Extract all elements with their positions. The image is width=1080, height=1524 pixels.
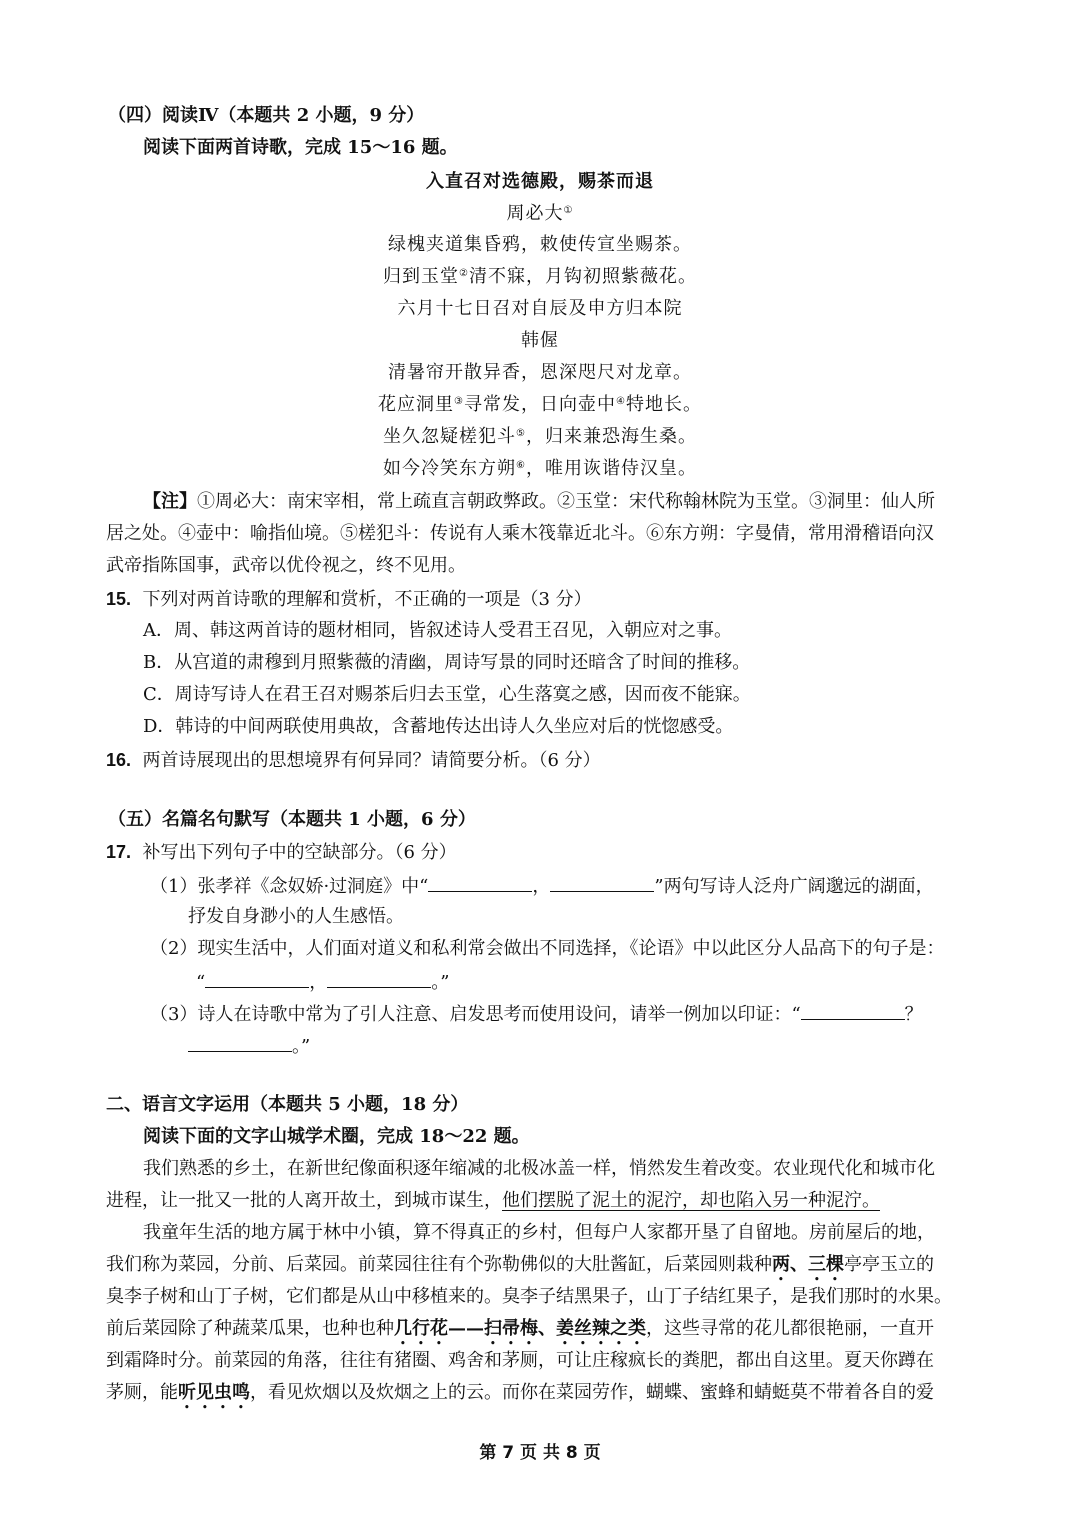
passage-text: ，看见炊烟以及炊烟之上的云。而你在菜园劳作，蝴蝶、蜜蜂和蜻蜓莫不带着各自的爱: [250, 1382, 934, 1403]
answer-blank[interactable]: [327, 969, 431, 988]
poem-1-title: 入直召对选德殿，赐茶而退: [426, 171, 654, 192]
poem-2-line-3: [0, 425, 1080, 449]
passage-text: 茅厕，能: [106, 1382, 178, 1403]
question-text: ”两句写诗人泛舟广阔邈远的湖面，: [654, 876, 934, 897]
poem-1-line-2: [0, 265, 1080, 289]
question-text: 两首诗展现出的思想境界有何异同？请简要分析。（6 分）: [142, 750, 601, 771]
section-4-heading: （四）阅读Ⅳ（本题共 2 小题，9 分）: [108, 105, 425, 126]
answer-blank[interactable]: [550, 873, 654, 892]
q17-part-1-cont: 抒发自身渺小的人生感悟。: [188, 906, 404, 927]
poem-text: 寻常发，日向壶中: [464, 394, 616, 415]
footnote-mark: ⑥: [516, 460, 526, 471]
passage-text: 亭亭玉立的: [844, 1254, 934, 1275]
question-text: ，: [532, 876, 551, 897]
poem-1-author-name: 周必大: [506, 203, 564, 224]
question-text: ，: [309, 972, 328, 993]
question-15: [106, 587, 592, 612]
question-text: 。”: [431, 972, 450, 993]
dotted-phrase: 听见虫鸣: [178, 1382, 250, 1403]
question-text: 下列对两首诗歌的理解和赏析，不正确的一项是（3 分）: [142, 589, 592, 610]
option-c: C．周诗写诗人在君王召对赐茶后归去玉堂，心生落寞之感，因而夜不能寐。: [143, 684, 751, 705]
q17-part-3: [150, 1001, 923, 1027]
footnote-mark: ④: [616, 396, 626, 407]
poem-2-line-1: 清暑帘开散异香，恩深咫尺对龙章。: [388, 362, 692, 383]
notes-label: 【注】: [143, 491, 197, 512]
page-number: 第 7 页 共 8 页: [479, 1443, 601, 1463]
answer-blank[interactable]: [428, 873, 532, 892]
notes-line-1: [143, 490, 978, 514]
dotted-phrase: 几行花——扫帚梅、姜丝辣之类: [394, 1318, 646, 1339]
notes-text: ①周必大：南宋宰相，常上疏直言朝政弊政。②玉堂：宋代称翰林院为玉堂。③洞里：仙人所: [197, 491, 935, 512]
passage-p2-line-4: [106, 1317, 934, 1349]
poem-text: ，唯用诙谐侍汉皇。: [525, 458, 697, 479]
part-2-instruction: 阅读下面的文字山城学术圈，完成 18～22 题。: [143, 1126, 530, 1147]
passage-p2-line-6: [106, 1381, 934, 1413]
option-b: B．从宫道的肃穆到月照紫薇的清幽，周诗写景的同时还暗含了时间的推移。: [143, 652, 751, 673]
poem-text: ，归来兼恐海生桑。: [525, 426, 697, 447]
poem-text: 坐久忽疑槎犯斗: [383, 426, 517, 447]
dotted-phrase: 两、三棵: [772, 1254, 844, 1275]
poem-text: 归到玉堂: [383, 266, 460, 287]
section-4-instruction: 阅读下面两首诗歌，完成 15～16 题。: [143, 137, 458, 158]
notes-line-3: 武帝指陈国事，武帝以优伶视之，终不见用。: [106, 555, 466, 576]
answer-blank[interactable]: [205, 969, 309, 988]
question-text: 。”: [292, 1036, 311, 1057]
question-text: “: [196, 972, 206, 993]
q17-part-2: （2）现实生活中，人们面对道义和私利常会做出不同选择，《论语》中以此区分人品高下的句子是：: [150, 938, 945, 959]
passage-p1-line-1: 我们熟悉的乡土，在新世纪像面积逐年缩减的北极冰盖一样，悄然发生着改变。农业现代化和城市化: [143, 1158, 935, 1179]
passage-text: 我们称为菜园，分前、后菜园。前菜园往往有个弥勒佛似的大肚酱缸，后菜园则栽种: [106, 1254, 772, 1275]
question-text: （3）诗人在诗歌中常为了引人注意、启发思考而使用设问，请举一例加以印证：“: [150, 1004, 801, 1025]
question-text: 补写出下列句子中的空缺部分。（6 分）: [142, 842, 457, 863]
question-text: （1）张孝祥《念奴娇·过洞庭》中“: [150, 876, 429, 897]
passage-p2-line-3: 臭李子树和山丁子树，它们都是从山中移植来的。臭李子结黑果子，山丁子结红果子，是我们那时的水果。: [106, 1286, 952, 1307]
poem-2-line-4: [0, 457, 1080, 481]
question-number: 15.: [106, 589, 132, 609]
footnote-mark: ①: [563, 205, 574, 216]
part-2-heading: 二、语言文字运用（本题共 5 小题，18 分）: [106, 1094, 469, 1115]
passage-p2-line-5: 到霜降时分。前菜园的角落，往往有猪圈、鸡舍和茅厕，可让庄稼疯长的粪肥，都出自这里。夏天你蹲在: [106, 1350, 934, 1371]
passage-p1-line-2: [106, 1189, 880, 1213]
poem-2-author: 韩偓: [521, 330, 559, 351]
poem-text: 特地长。: [625, 394, 702, 415]
question-16: [106, 748, 601, 773]
answer-blank[interactable]: [188, 1033, 292, 1052]
passage-p2-line-2: [106, 1253, 934, 1285]
footnote-mark: ⑤: [516, 428, 526, 439]
poem-text: 花应洞里: [378, 394, 455, 415]
question-17: [106, 840, 457, 865]
passage-text: ，这些寻常的花儿都很艳丽，一直开: [646, 1318, 934, 1339]
poem-2-line-2: [0, 393, 1080, 417]
underlined-sentence: 他们摆脱了泥土的泥泞，却也陷入另一种泥泞。: [502, 1190, 880, 1211]
passage-p2-line-1: 我童年生活的地方属于林中小镇，算不得真正的乡村，但每户人家都开垦了自留地。房前屋后的地，: [143, 1222, 935, 1243]
q17-part-2-blanks: [196, 969, 449, 995]
passage-text: 前后菜园除了种蔬菜瓜果，也种也种: [106, 1318, 394, 1339]
question-number: 16.: [106, 750, 132, 770]
footnote-mark: ③: [454, 396, 464, 407]
q17-part-1: [150, 873, 934, 899]
option-a: A．周、韩这两首诗的题材相同，皆叙述诗人受君王召见，入朝应对之事。: [143, 620, 732, 641]
question-number: 17.: [106, 842, 132, 862]
poem-1-author: [0, 202, 1080, 226]
poem-2-title: 六月十七日召对自辰及申方归本院: [397, 298, 683, 319]
poem-text: 清不寐，月钩初照紫薇花。: [468, 266, 697, 287]
notes-line-2: 居之处。④壶中：喻指仙境。⑤槎犯斗：传说有人乘木筏靠近北斗。⑥东方朔：字曼倩，常用滑稽语向汉: [106, 523, 934, 544]
poem-1-line-1: 绿槐夹道集昏鸦，敕使传宣坐赐茶。: [388, 234, 692, 255]
option-d: D．韩诗的中间两联使用典故，含蓄地传达出诗人久坐应对后的恍惚感受。: [143, 716, 734, 737]
answer-blank[interactable]: [801, 1001, 905, 1020]
section-5-heading: （五）名篇名句默写（本题共 1 小题，6 分）: [108, 809, 476, 830]
footnote-mark: ②: [459, 268, 469, 279]
poem-text: 如今冷笑东方朔: [383, 458, 517, 479]
q17-part-3-cont: [188, 1033, 310, 1059]
passage-text: 进程，让一批又一批的人离开故土，到城市谋生，: [106, 1190, 502, 1211]
question-text: ？: [904, 1004, 923, 1025]
